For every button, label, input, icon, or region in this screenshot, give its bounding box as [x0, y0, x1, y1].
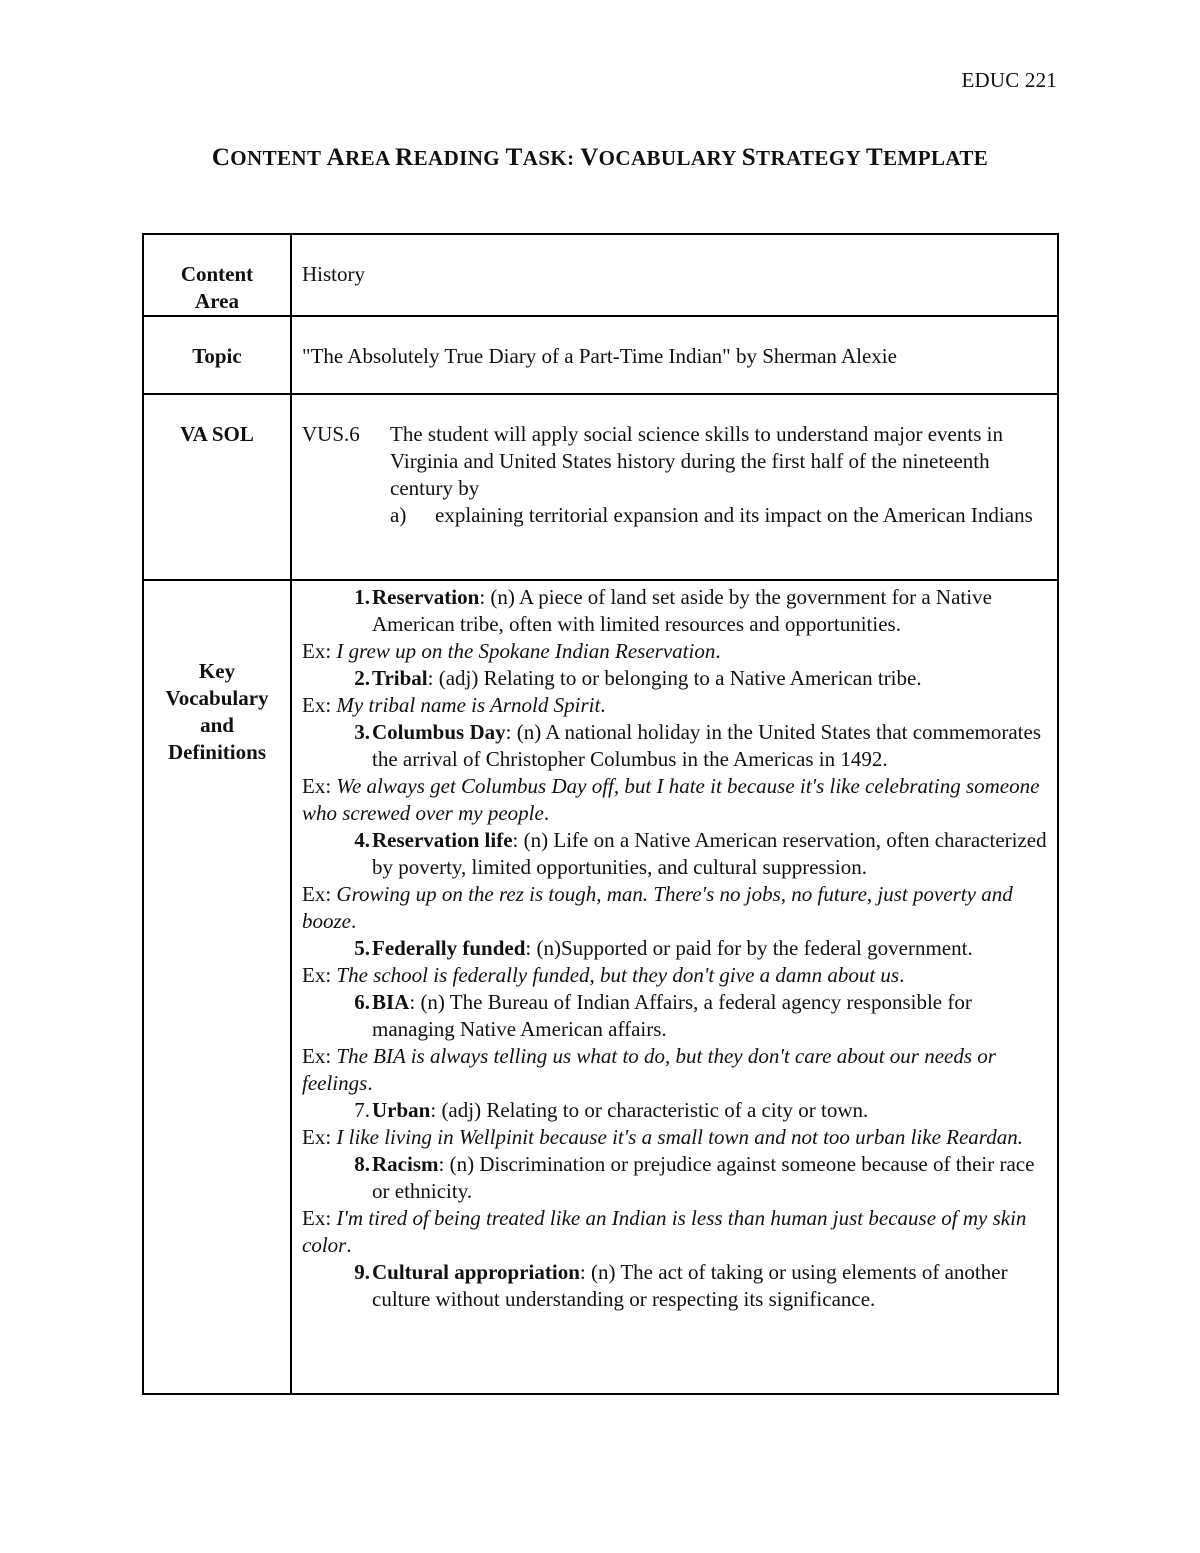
va-sol-row — [143, 394, 1058, 580]
content-area-value: History — [291, 234, 1058, 316]
vocab-label: Key Vocabulary and Definitions — [143, 580, 291, 1394]
vocab-item: 6. BIA: (n) The Bureau of Indian Affairs, a federal agency responsible for managing Native American affairs. — [354, 990, 972, 1041]
vocab-item: 5. Federally funded: (n)Supported or paid for by the federal government. — [354, 936, 973, 960]
sol-code: VUS.6 — [302, 422, 360, 446]
vocab-definition: : (adj) Relating to or characteristic of a city or town. — [430, 1098, 869, 1122]
vocab-item: 2. Tribal: (adj) Relating to or belonging to a Native American tribe. — [354, 666, 922, 690]
vocab-definition: : (n) A national holiday in the United States that commemorates the arrival of Christopher Columbus in the Americas in 1492. — [372, 720, 1042, 771]
vocab-term: Reservation life — [372, 828, 513, 852]
va-sol-value — [291, 394, 1058, 580]
vocab-definition: : (n) Life on a Native American reservation, often characterized by poverty, limited opportunities, and cultural suppression. — [372, 828, 1047, 879]
vocab-example: Ex: I like living in Wellpinit because it's a small town and not too urban like Reardan. — [302, 1125, 1023, 1149]
vocab-term: Cultural appropriation — [372, 1260, 580, 1284]
topic-label: Topic — [143, 316, 291, 394]
vocab-example: Ex: The school is federally funded, but they don't give a damn about us. — [302, 963, 905, 987]
vocab-term: Columbus Day — [372, 720, 506, 744]
vocab-definition: : (n) Discrimination or prejudice against someone because of their race or ethnicity. — [372, 1152, 1035, 1203]
vocab-definition: : (n)Supported or paid for by the federal government. — [525, 936, 973, 960]
content-area-row — [143, 234, 1058, 316]
topic-value: "The Absolutely True Diary of a Part-Time Indian" by Sherman Alexie — [291, 316, 1058, 394]
vocab-list — [291, 580, 1058, 1394]
vocab-item: 9. Cultural appropriation: (n) The act of taking or using elements of another culture without understanding or respecting its significance. — [354, 1260, 1008, 1311]
vocab-item: 8. Racism: (n) Discrimination or prejudice against someone because of their race or ethnicity. — [354, 1152, 1035, 1203]
vocab-term: Reservation — [372, 585, 480, 609]
vocab-term: BIA — [372, 990, 410, 1014]
vocab-definition: : (n) The Bureau of Indian Affairs, a federal agency responsible for managing Native American affairs. — [372, 990, 972, 1041]
sol-sub-text: explaining territorial expansion and its impact on the American Indians — [435, 503, 1033, 527]
content-area-label: Content Area — [143, 234, 291, 316]
vocab-term: Urban — [372, 1098, 431, 1122]
vocab-definition: : (adj) Relating to or belonging to a Native American tribe. — [427, 666, 922, 690]
vocab-term: Federally funded — [372, 936, 526, 960]
vocab-example: Ex: Growing up on the rez is tough, man. There's no jobs, no future, just poverty and booze. — [302, 882, 1013, 933]
vocab-row — [143, 580, 1058, 1394]
vocab-example: Ex: I'm tired of being treated like an Indian is less than human just because of my skin color. — [302, 1206, 1027, 1257]
vocab-term: Tribal — [372, 666, 428, 690]
vocab-example: Ex: The BIA is always telling us what to do, but they don't care about our needs or feelings. — [302, 1044, 996, 1095]
vocab-definition: : (n) The act of taking or using elements of another culture without understanding or respecting its significance. — [372, 1260, 1008, 1311]
vocab-item: 1. Reservation: (n) A piece of land set aside by the government for a Native American tribe, often with limited resources and opportunities. — [354, 585, 992, 636]
topic-row — [143, 316, 1058, 394]
sol-text: The student will apply social science skills to understand major events in Virginia and United States history during the first half of the nineteenth century by — [390, 422, 1003, 500]
vocab-definition: : (n) A piece of land set aside by the government for a Native American tribe, often with limited resources and opportunities. — [372, 585, 992, 636]
vocab-term: Racism — [372, 1152, 439, 1176]
vocab-item: 7. Urban: (adj) Relating to or characteristic of a city or town. — [354, 1098, 869, 1122]
vocab-item: 4. Reservation life: (n) Life on a Native American reservation, often characterized by poverty, limited opportunities, and cultural suppression. — [354, 828, 1047, 879]
course-code: EDUC 221 — [961, 68, 1057, 92]
strategy-table — [142, 233, 1059, 1395]
sol-sub-marker: a) — [390, 503, 407, 527]
vocab-example: Ex: My tribal name is Arnold Spirit. — [302, 693, 606, 717]
vocab-item: 3. Columbus Day: (n) A national holiday in the United States that commemorates the arrival of Christopher Columbus in the Americas in 1492. — [354, 720, 1042, 771]
page-title: CONTENT AREA READING TASK: VOCABULARY STRATEGY TEMPLATE — [211, 144, 989, 171]
va-sol-label: VA SOL — [143, 394, 291, 580]
vocab-example: Ex: We always get Columbus Day off, but I hate it because it's like celebrating someone who screwed over my people. — [302, 774, 1040, 825]
vocab-example: Ex: I grew up on the Spokane Indian Reservation. — [302, 639, 721, 663]
